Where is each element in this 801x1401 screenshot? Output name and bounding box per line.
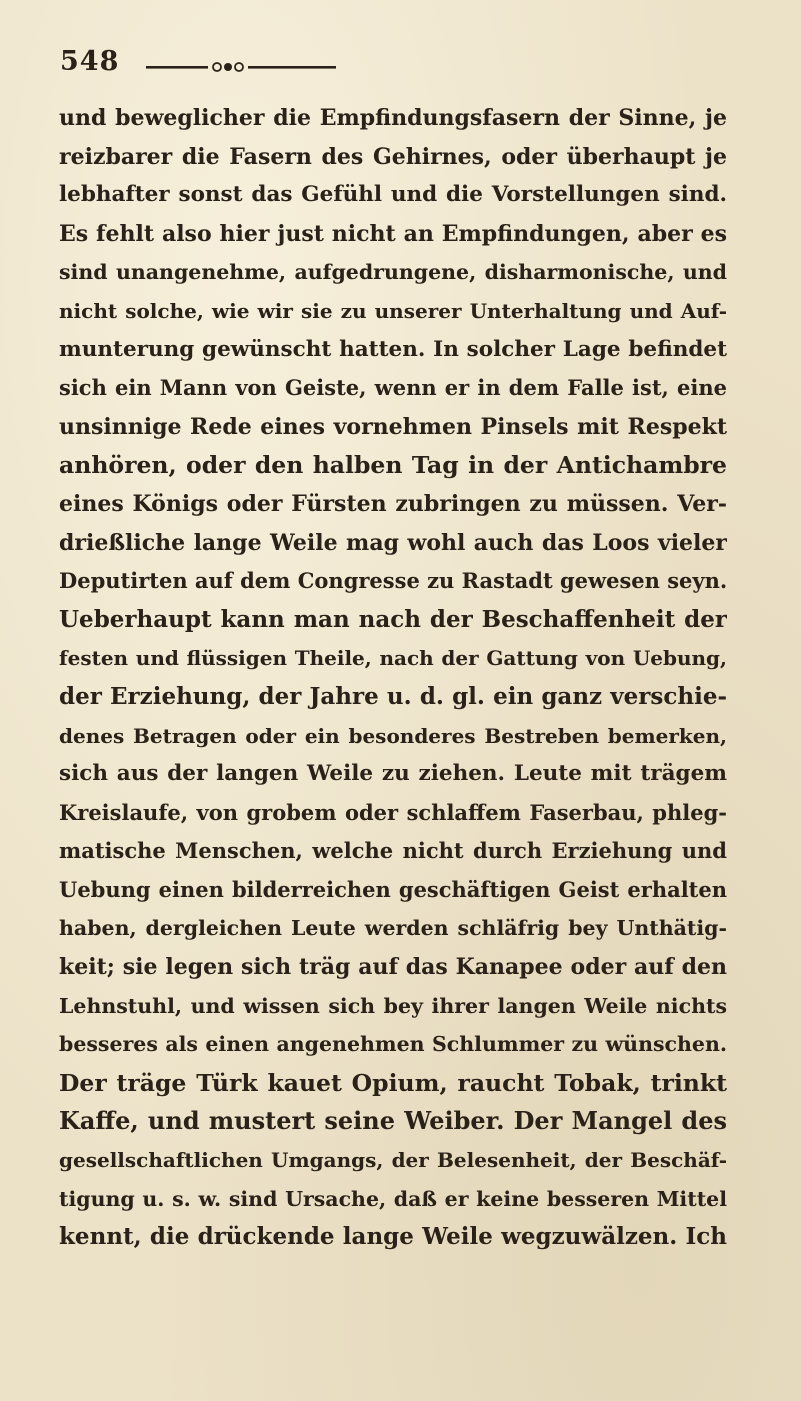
text-line: tigung u. s. w. sind Ursache, daß er keine besseren Mittel: [59, 1186, 727, 1211]
header-rule-ornament-icon: [146, 62, 336, 72]
body-text: [59, 99, 727, 1257]
text-line: unsinnige Rede eines vornehmen Pinsels mit Respekt: [59, 413, 727, 440]
text-line: Es fehlt also hier just nicht an Empfindungen, aber es: [59, 220, 727, 247]
text-line: haben, dergleichen Leute werden schläfrig bey Unthätig-: [59, 916, 727, 941]
text-line: und beweglicher die Empfindungsfasern der Sinne, je: [59, 105, 727, 131]
text-line: matische Menschen, welche nicht durch Erziehung und: [59, 838, 727, 864]
text-line: kennt, die drückende lange Weile wegzuwälzen. Ich: [59, 1223, 727, 1251]
text-line: gesellschaftlichen Umgangs, der Belesenheit, der Beschäf-: [59, 1148, 727, 1173]
text-line: keit; sie legen sich träg auf das Kanapee oder auf den: [59, 954, 727, 981]
text-line: sich aus der langen Weile zu ziehen. Leute mit trägem: [59, 761, 727, 787]
text-line: Ueberhaupt kann man nach der Beschaffenheit der: [59, 605, 727, 633]
text-line: lebhafter sonst das Gefühl und die Vorstellungen sind.: [59, 182, 727, 208]
text-line: sind unangenehme, aufgedrungene, disharmonische, und: [59, 260, 727, 285]
text-line: Kreislaufe, von grobem oder schlaffem Faserbau, phleg-: [59, 799, 727, 825]
text-line: denes Betragen oder ein besonderes Bestreben bemerken,: [59, 723, 727, 748]
text-line: sich ein Mann von Geiste, wenn er in dem Falle ist, eine: [59, 375, 727, 401]
text-line: munterung gewünscht hatten. In solcher Lage befindet: [59, 336, 727, 362]
text-line: Kaffe, und mustert seine Weiber. Der Mangel des: [59, 1106, 727, 1136]
text-line: besseres als einen angenehmen Schlummer zu wünschen.: [59, 1032, 727, 1057]
text-line: nicht solche, wie wir sie zu unserer Unterhaltung und Auf-: [59, 298, 727, 323]
page-number: 548: [60, 46, 120, 77]
text-line: Der träge Türk kauet Opium, raucht Tobak, trinkt: [59, 1068, 727, 1097]
text-line: reizbarer die Fasern des Gehirnes, oder überhaupt je: [59, 143, 727, 170]
text-line: festen und flüssigen Theile, nach der Gattung von Uebung,: [59, 646, 727, 671]
text-line: anhören, oder den halben Tag in der Antichambre: [59, 451, 727, 480]
text-line: Uebung einen bilderreichen geschäftigen Geist erhalten: [59, 876, 727, 902]
text-line: Lehnstuhl, und wissen sich bey ihrer langen Weile nichts: [59, 993, 727, 1018]
page-header: [60, 46, 660, 80]
text-line: Deputirten auf dem Congresse zu Rastadt gewesen seyn.: [59, 568, 727, 594]
text-line: der Erziehung, der Jahre u. d. gl. ein ganz verschie-: [59, 682, 727, 710]
text-line: drießliche lange Weile mag wohl auch das Loos vieler: [59, 529, 727, 556]
text-line: eines Königs oder Fürsten zubringen zu müssen. Ver-: [59, 490, 727, 517]
